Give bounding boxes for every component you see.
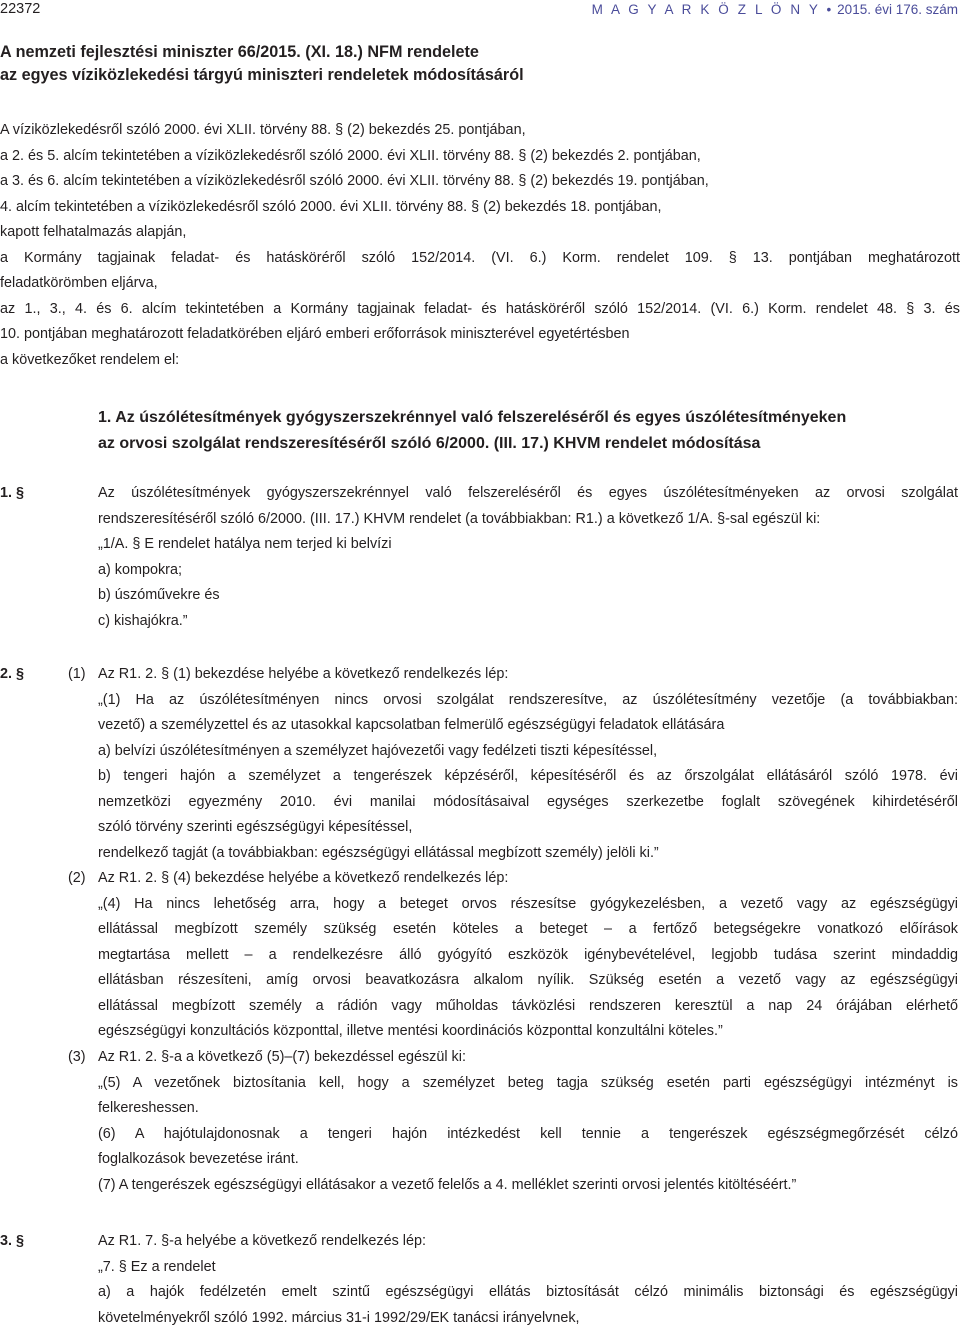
preamble-line: a 3. és 6. alcím tekintetében a víziközlekedésről szóló 2000. évi XLII. törvény 88. § (2) bekezdés 19. pontjában, [0,173,709,189]
preamble-line: 4. alcím tekintetében a víziközlekedésről szóló 2000. évi XLII. törvény 88. § (2) bekezdés 18. pontjában, [0,198,662,215]
paragraph-line: ellátással megbízott személy a rádión vagy műholdas távközlési rendszeren keresztül a nap 24 órájában elérhető [98,997,958,1014]
paragraph-line: Az R1. 2. § (1) bekezdése helyébe a következő rendelkezés lép: [98,666,509,682]
preamble-line: a következőket rendelem el: [0,351,180,368]
paragraph-line: (6) A hajótulajdonosnak a tengeri hajón intézkedést kell tennie a tengerészek egészségmegőrzését célzó [98,1125,958,1142]
paragraph-line: nemzetközi egyezmény 2010. évi manilai módosításaival egységes szerkezetbe foglalt szövegének kihirdetéséről [98,793,958,810]
paragraph-number: (2) [68,870,86,886]
preamble-line: a 2. és 5. alcím tekintetében a víziközlekedésről szóló 2000. évi XLII. törvény 88. § (2) bekezdés 2. pontjában, [0,147,701,164]
preamble-line: kapott felhatalmazás alapján, [0,224,187,240]
paragraph-body [98,662,958,866]
paragraph-line: Az R1. 2. § (4) bekezdése helyébe a következő rendelkezés lép: [98,870,509,886]
preamble-line: az 1., 3., 4. és 6. alcím tekintetében a Kormány tagjainak feladat- és hatásköréről szóló 152/2014. (VI. 6.) Korm. rendelet 48. § 3. és [0,300,960,317]
page-header [0,0,960,20]
paragraph-line: „(5) A vezetőnek biztosítania kell, hogy a személyzet beteg tagja szükség esetén parti egészségügyi intézményt is [98,1074,958,1091]
section-line: „1/A. § E rendelet hatálya nem terjed ki belvízi [98,536,392,552]
paragraph-line: szóló törvény szerinti egészségügyi képesítéssel, [98,819,413,835]
paragraph-line: megtartása mellett – a rendelkezésre álló gyógyító eszközök igénybevételével, legjobb tudása szerint mindaddig [98,946,958,963]
preamble-line: A víziközlekedésről szóló 2000. évi XLII. törvény 88. § (2) bekezdés 25. pontjában, [0,122,526,138]
section-line: a) kompokra; [98,561,182,578]
paragraph-number: (3) [68,1049,86,1065]
paragraph-line: felkereshessen. [98,1100,199,1116]
section-line: követelményekről szóló 1992. március 31-i 1992/29/EK tanácsi irányelvnek, [98,1309,580,1326]
paragraph-body [98,866,958,1045]
header-separator: • [826,2,832,17]
issue-label: 2015. évi 176. szám [837,2,958,17]
paragraph-line: „(1) Ha az úszólétesítményen nincs orvosi szolgálat rendszeresítve, az úszólétesítmény vezetője (a továbbiakban: [98,691,958,708]
section-line: rendszeresítéséről szóló 6/2000. (III. 17.) KHVM rendelet (a továbbiakban: R1.) a következő 1/A. §-sal egészül ki: [98,510,821,527]
journal-name: M A G Y A R K Ö Z L Ö N Y [591,2,821,17]
section-line: b) úszóművekre és [98,587,220,603]
subtitle-heading [98,405,958,457]
paragraph-line: (7) A tengerészek egészségügyi ellátásakor a vezető felelős a 4. melléklet szerinti orvosi jelentés kitöltéséért.” [98,1176,797,1193]
paragraph-line: a) belvízi úszólétesítményen a személyzet hajóvezetői vagy fedélzeti tiszti képesítéssel, [98,742,658,759]
subtitle-line: 1. Az úszólétesítmények gyógyszerszekrénnyel való felszereléséről és egyes úszólétesítményeken [98,409,847,426]
paragraph-line: foglalkozások bevezetése iránt. [98,1151,299,1167]
section-number: 2. § [0,666,25,682]
paragraph-line: Az R1. 2. §-a a következő (5)–(7) bekezdéssel egészül ki: [98,1049,466,1065]
paragraph-line: „(4) Ha nincs lehetőség arra, hogy a beteget orvos részesítse gyógykezelésben, a vezető vagy az egészségügyi [98,895,958,912]
section-line: Az R1. 7. §-a helyébe a következő rendelkezés lép: [98,1233,426,1249]
section-number: 1. § [0,485,25,501]
paragraph-number: (1) [68,666,86,682]
section-line: „7. § Ez a rendelet [98,1258,216,1275]
decree-title [0,41,960,87]
section-body [98,1229,958,1331]
section-body [98,481,958,634]
page-number: 22372 [0,1,41,17]
running-header [592,0,958,23]
preamble-line: a Kormány tagjainak feladat- és hatásköréről szóló 152/2014. (VI. 6.) Korm. rendelet 109. § 13. pontjában meghatározott [0,249,960,266]
paragraph-line: ellátásban részesíteni, amíg orvosi beavatkozásra alkalom nyílik. Szükség esetén a vezető vagy az egészségügyi [98,972,958,988]
section-line: a) a hajók fedélzetén emelt szintű egészségügyi ellátás biztosítását célzó minimális biztonsági és egészségügyi [98,1284,958,1300]
title-line: A nemzeti fejlesztési miniszter 66/2015. (XI. 18.) NFM rendelete [0,43,479,61]
paragraph-line: b) tengeri hajón a személyzet a tengerészek képzéséről, képesítéséről és az őrszolgálat ellátásáról szóló 1978. évi [98,768,958,784]
preamble [0,118,960,373]
paragraph-line: ellátással megbízott személy szükség esetén köteles a beteget – a fertőző betegségekre vonatkozó előírások [98,921,958,937]
paragraph-line: egészségügyi konzultációs központtal, illetve mentési koordinációs központtal konzultálni köteles.” [98,1023,723,1039]
paragraph-body [98,1045,958,1198]
section-number: 3. § [0,1233,25,1249]
section-line: Az úszólétesítmények gyógyszerszekrénnyel való felszereléséről és egyes úszólétesítményeken az orvosi szolgálat [98,485,958,501]
paragraph-line: vezető) a személyzettel és az utasokkal kapcsolatban felmerülő egészségügyi feladatok ellátására [98,717,725,733]
subtitle-line: az orvosi szolgálat rendszeresítéséről szóló 6/2000. (III. 17.) KHVM rendelet módosítása [98,435,761,452]
section-line: c) kishajókra.” [98,612,188,629]
paragraph-line: rendelkező tagját (a továbbiakban: egészségügyi ellátással megbízott személy) jelöli ki.” [98,844,659,861]
title-line: az egyes víziközlekedési tárgyú miniszteri rendeletek módosításáról [0,66,524,84]
preamble-line: feladatkörömben eljárva, [0,275,158,291]
preamble-line: 10. pontjában meghatározott feladatkörében eljáró emberi erőforrások miniszterével egyetértésben [0,326,630,342]
